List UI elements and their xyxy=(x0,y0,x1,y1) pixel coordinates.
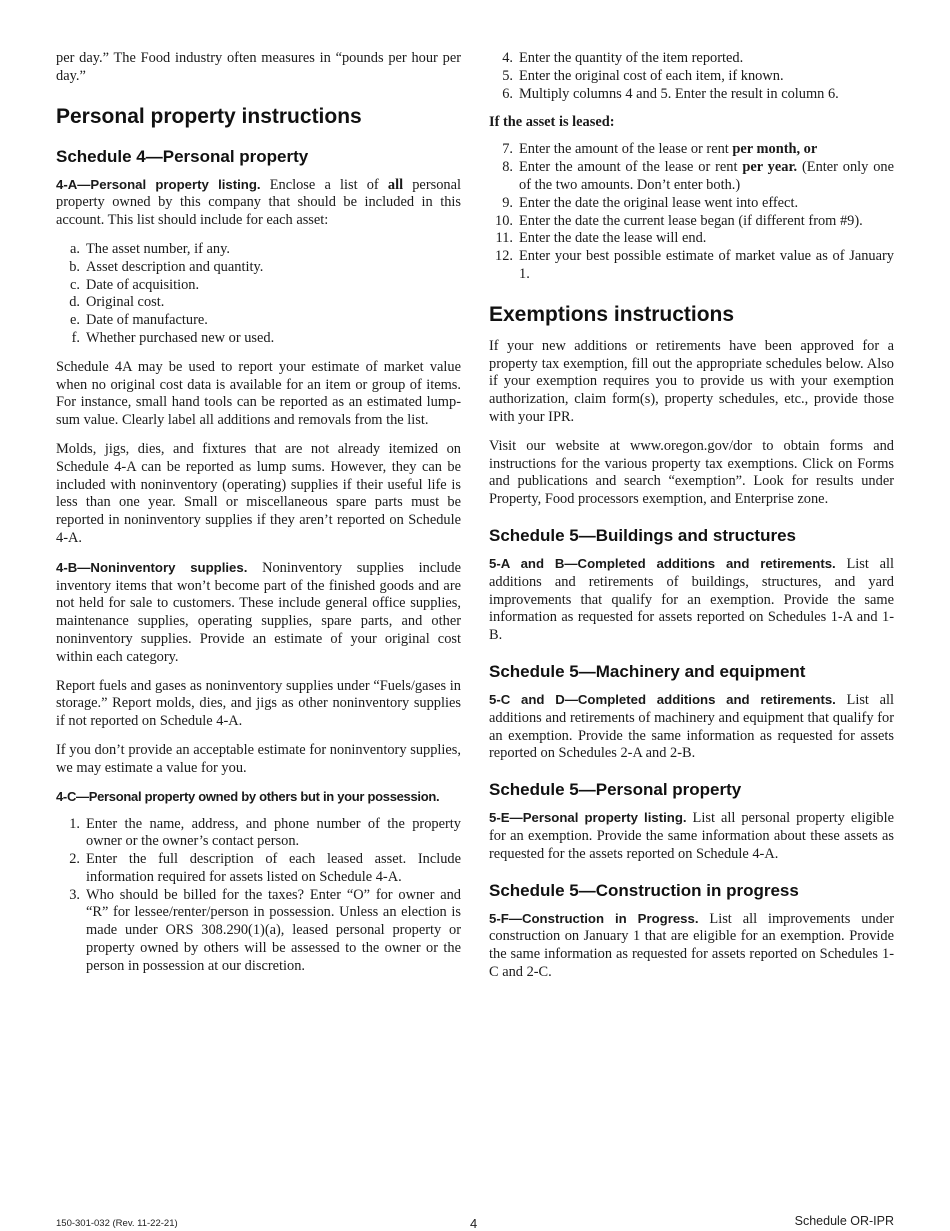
list-item xyxy=(56,816,461,852)
schedule-5-personal-heading: Schedule 5—Personal property xyxy=(489,780,742,800)
asset-details-list xyxy=(56,241,461,348)
list-text: Date of manufacture. xyxy=(86,312,208,329)
lease-month-emphasis: per month, or xyxy=(732,141,818,158)
list-marker: f. xyxy=(71,329,80,346)
para-4a xyxy=(56,176,461,230)
para-5f xyxy=(489,910,894,982)
list-marker: 12. xyxy=(495,248,513,265)
intro-continuation: per day.” The Food industry often measures in “pounds per hour per day.” xyxy=(56,50,461,84)
list-item xyxy=(489,50,894,68)
item-cost-list xyxy=(489,50,894,103)
list-text: Enter your best possible estimate of market value as of January 1. xyxy=(519,248,894,282)
list-text: Date of acquisition. xyxy=(86,276,200,293)
para-4a-lead: 4-A—Personal property listing. xyxy=(56,176,261,192)
list-item xyxy=(489,86,894,104)
list-text: Enter the date the current lease began (if different from #9). xyxy=(519,212,863,229)
schedule-5-construction-heading: Schedule 5—Construction in progress xyxy=(489,880,799,900)
lease-year-emphasis: per year. xyxy=(742,159,798,176)
owner-info-list xyxy=(56,816,461,976)
page-number: 4 xyxy=(470,1216,478,1231)
list-item xyxy=(56,887,461,976)
para-5e-text: List all personal property eligible for an exemption. Provide the same information about these assets as requested for the assets reported on Schedule 4-A. xyxy=(489,810,894,862)
personal-property-heading: Personal property instructions xyxy=(56,104,362,128)
para-5cd-lead: 5-C and D—Completed additions and retirements. xyxy=(489,691,836,707)
list-text: Who should be billed for the taxes? Enter “O” for owner and “R” for lessee/renter/person in possession. Unless an election is made under ORS 308.290(1)(a), leased personal property or property owned by others will be assessed to the owner or the person in possession at our discretion. xyxy=(86,886,461,974)
list-text: Asset description and quantity. xyxy=(86,258,264,275)
para-4a-estimate: Schedule 4A may be used to report your estimate of market value when no original cost data is available for an item or group of items. For instance, small hand tools can be reported as an estimated lump-sum value. Clearly label all additions and removals from the list. xyxy=(56,358,461,429)
form-id: 150-301-032 (Rev. 11-22-21) xyxy=(56,1218,178,1229)
list-marker: 3. xyxy=(69,886,80,903)
para-5e-lead: 5-E—Personal property listing. xyxy=(489,810,687,826)
list-item xyxy=(489,159,894,195)
list-text: Whether purchased new or used. xyxy=(86,329,275,346)
list-marker: 5. xyxy=(502,67,513,84)
list-text: Original cost. xyxy=(86,294,165,311)
list-text: Enter the original cost of each item, if known. xyxy=(519,67,784,84)
list-text xyxy=(519,141,894,159)
para-4b xyxy=(56,559,461,667)
para-5ab xyxy=(489,555,894,645)
para-exemptions-2: Visit our website at www.oregon.gov/dor to obtain forms and instructions for the various property tax exemptions. Click on Forms and publications and search “exemption”. Look for results under Property, Food processors exemption, and Enterprise zone. xyxy=(489,437,894,508)
list-marker: 7. xyxy=(502,141,513,158)
list-marker: 6. xyxy=(502,85,513,102)
schedule-4c-heading: 4-C—Personal property owned by others but in your possession. xyxy=(56,788,440,804)
list-marker: b. xyxy=(69,258,80,275)
list-marker: 1. xyxy=(69,815,80,832)
para-5cd-text: List all additions and retirements of machinery and equipment that qualify for an exemption. Provide the same information as requested for assets reported on Schedules 2-A and 2-B. xyxy=(489,691,894,762)
lease-list xyxy=(489,141,894,283)
para-fuels: Report fuels and gases as noninventory supplies under “Fuels/gases in storage.” Report molds, dies, and jigs as other noninventory supplies if not reported on Schedule 4-A. xyxy=(56,677,461,730)
list-text: Enter the full description of each leased asset. Include information required for assets listed on Schedule 4-A. xyxy=(86,851,461,885)
list-item xyxy=(489,213,894,231)
para-4b-lead: 4-B—Noninventory supplies. xyxy=(56,559,248,575)
list-marker: c. xyxy=(70,276,80,293)
list-text xyxy=(519,159,894,195)
list-marker: 9. xyxy=(502,194,513,211)
leased-asset-heading: If the asset is leased: xyxy=(489,114,615,131)
para-no-estimate: If you don’t provide an acceptable estimate for noninventory supplies, we may estimate a value for you. xyxy=(56,741,461,776)
list-text: Enter the date the lease will end. xyxy=(519,230,707,247)
list-item xyxy=(489,248,894,284)
list-item xyxy=(56,277,461,295)
list-item xyxy=(56,259,461,277)
list-text: Enter the quantity of the item reported. xyxy=(519,50,744,66)
list-item xyxy=(56,294,461,312)
schedule-4-heading: Schedule 4—Personal property xyxy=(56,146,309,166)
schedule-name: Schedule OR-IPR xyxy=(794,1214,894,1228)
list-marker: d. xyxy=(69,294,80,311)
list-marker: 10. xyxy=(495,212,513,229)
list-marker: 11. xyxy=(495,230,513,247)
list-text: Multiply columns 4 and 5. Enter the result in column 6. xyxy=(519,85,839,102)
list-item xyxy=(56,851,461,887)
lease-year-note: (Enter only one of the two amounts. Don’t enter both.) xyxy=(519,159,894,193)
para-5f-lead: 5-F—Construction in Progress. xyxy=(489,910,699,926)
left-column xyxy=(56,50,461,987)
para-4a-text-2: personal property owned by this company that should be included in this account. This list should include for each asset: xyxy=(56,176,461,229)
list-text: Enter the date the original lease went into effect. xyxy=(519,194,799,211)
list-text: Enter the name, address, and phone number of the property owner or the owner’s contact person. xyxy=(86,815,461,850)
list-item xyxy=(56,312,461,330)
para-5e xyxy=(489,809,894,863)
lease-month-text: Enter the amount of the lease or rent xyxy=(519,141,733,158)
para-4a-emphasis: all xyxy=(387,176,404,193)
schedule-5-buildings-heading: Schedule 5—Buildings and structures xyxy=(489,525,797,545)
right-column xyxy=(489,50,894,993)
list-item xyxy=(489,68,894,86)
list-item xyxy=(56,241,461,259)
list-item xyxy=(56,330,461,348)
list-marker: 8. xyxy=(502,159,513,176)
exemptions-heading: Exemptions instructions xyxy=(489,302,735,326)
list-item xyxy=(489,195,894,213)
para-4a-text: Enclose a list of xyxy=(260,176,388,193)
list-item xyxy=(489,141,894,159)
lease-year-text: Enter the amount of the lease or rent xyxy=(519,159,743,176)
list-marker: a. xyxy=(70,240,80,257)
para-5ab-lead: 5-A and B—Completed additions and retirements. xyxy=(489,555,836,571)
list-marker: e. xyxy=(70,312,80,329)
para-5f-text: List all improvements under construction on January 1 that are eligible for an exemption. Provide the same information as requested for assets reported on Schedules 1-C and 2-C. xyxy=(489,910,894,980)
para-molds: Molds, jigs, dies, and fixtures that are not already itemized on Schedule 4-A can be reported as lump sums. However, they can be included with noninventory (operating) supplies if their useful life is less than one year. Small or miscellaneous spare parts must be reported in noninventory supplies if they aren’t reported on Schedule 4-A. xyxy=(56,440,461,546)
list-item xyxy=(489,230,894,248)
para-5ab-text: List all additions and retirements of buildings, structures, and yard improvements that qualify for an exemption. Provide the same information as requested for assets reported on Schedules 1-A and 1-B. xyxy=(489,555,894,644)
para-5cd xyxy=(489,691,894,763)
para-4b-text: Noninventory supplies include inventory items that won’t become part of the finished goods and are not held for sale to customers. These include general office supplies, maintenance supplies, operating supplies, spare parts, and other noninventory supplies. Provide an estimate of your original cost within each category. xyxy=(56,559,461,665)
list-marker: 4. xyxy=(502,50,513,66)
schedule-5-machinery-heading: Schedule 5—Machinery and equipment xyxy=(489,661,806,681)
list-marker: 2. xyxy=(69,851,80,868)
para-exemptions-1: If your new additions or retirements have been approved for a property tax exemption, fill out the appropriate schedules below. Also if your exemption requires you to provide us with your exemption authorization, claim form(s), property schedules, etc., provide those with your IPR. xyxy=(489,337,894,425)
list-text: The asset number, if any. xyxy=(86,240,230,257)
